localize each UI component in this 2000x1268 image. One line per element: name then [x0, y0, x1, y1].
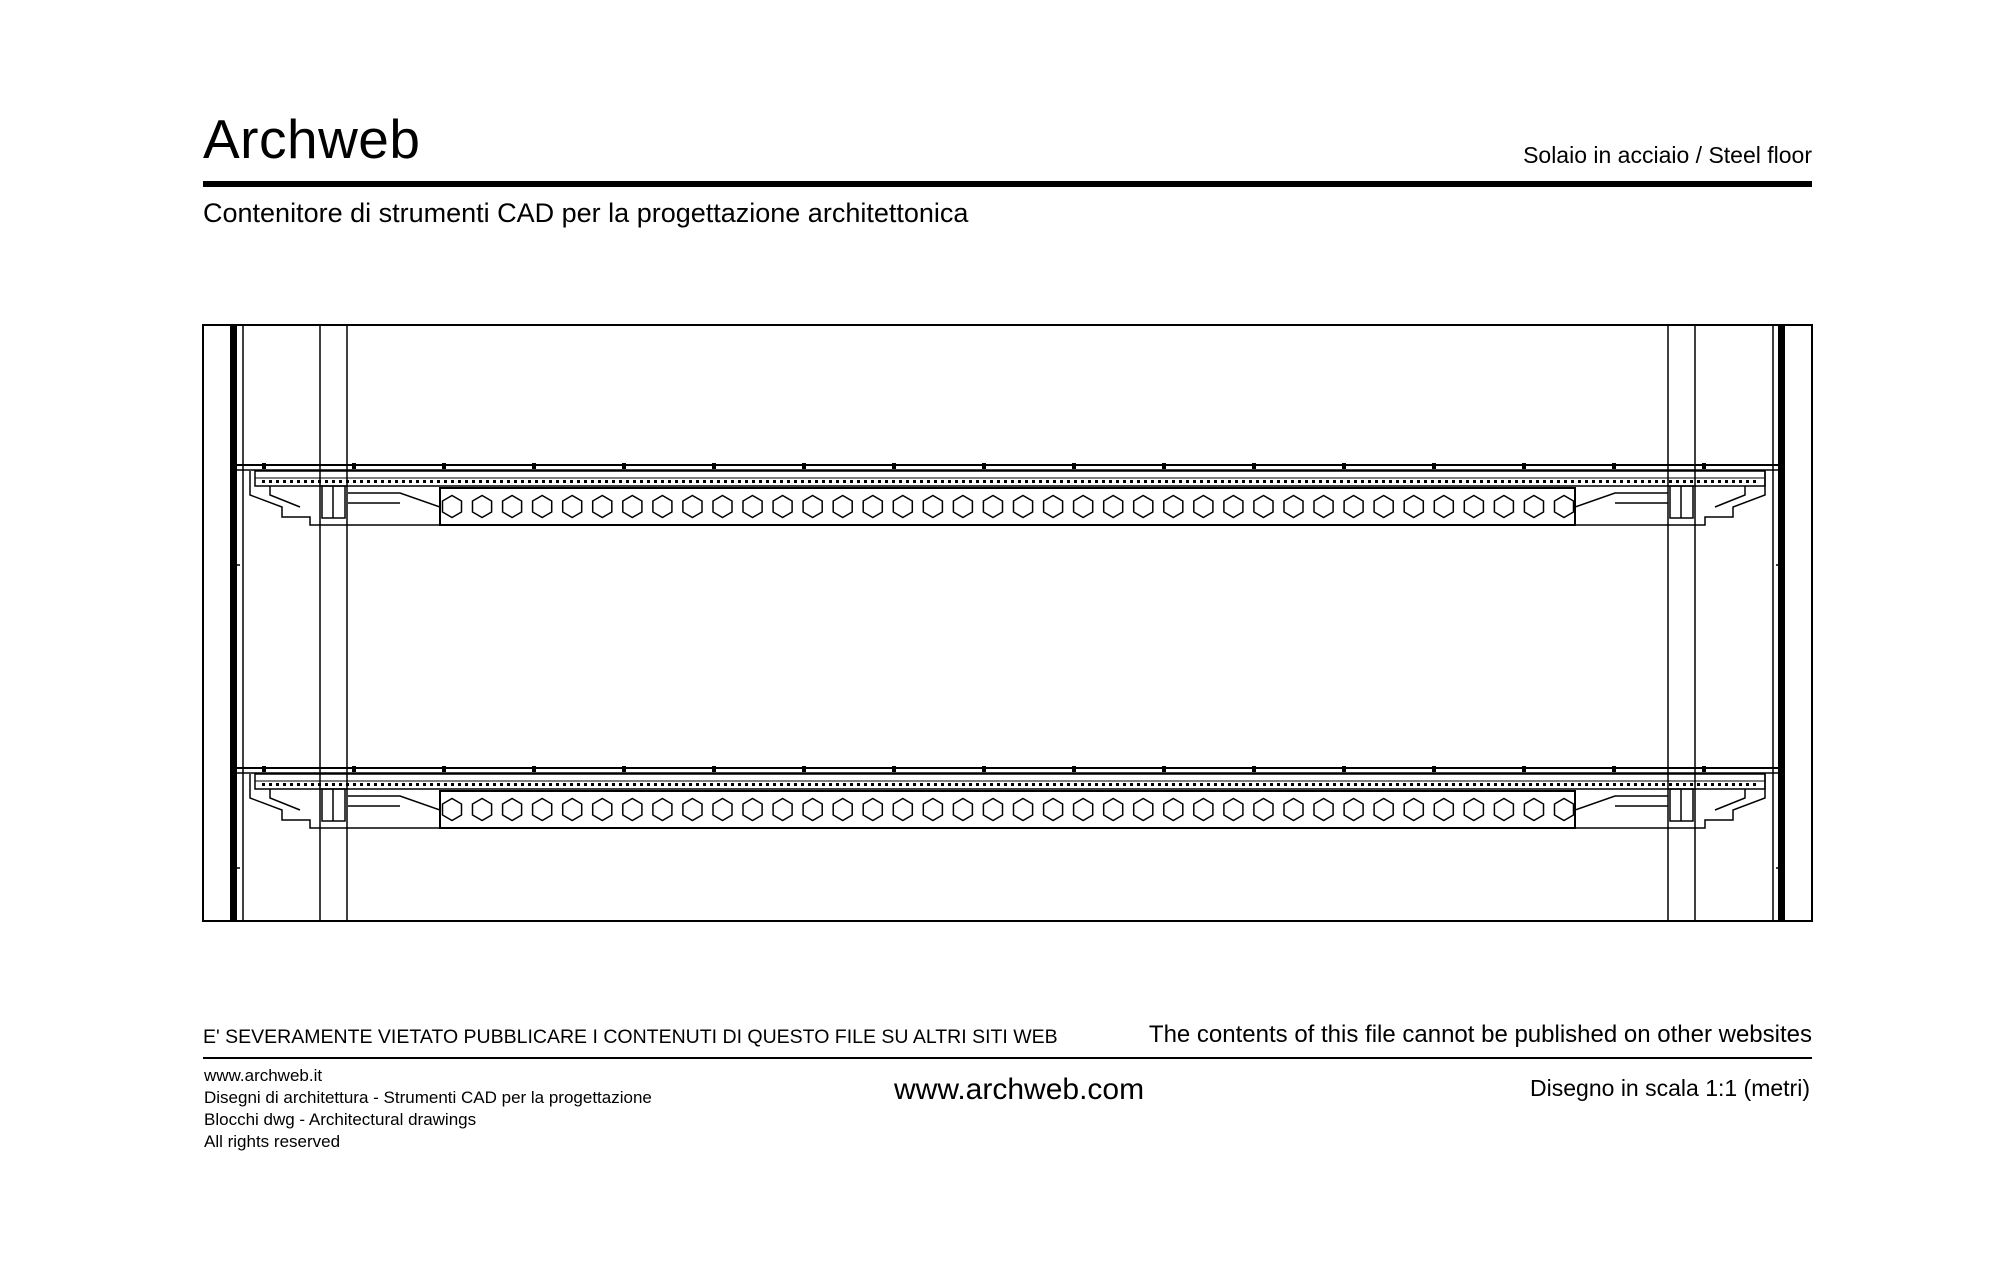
beam-opening [1314, 496, 1333, 518]
scale-note: Disegno in scala 1:1 (metri) [1530, 1075, 1810, 1101]
beam-opening [1134, 799, 1153, 821]
sheet-title: Solaio in acciaio / Steel floor [1523, 142, 1812, 168]
beam-opening [893, 799, 912, 821]
beam-opening [743, 799, 762, 821]
beam-opening [473, 799, 492, 821]
beam-opening [773, 799, 792, 821]
beam-opening [1014, 496, 1033, 518]
beam-opening [593, 799, 612, 821]
beam-opening [473, 496, 492, 518]
floor-assemblies [230, 463, 1785, 868]
beam-opening [1074, 496, 1093, 518]
beam-opening [1434, 496, 1453, 518]
warning-italian: E' SEVERAMENTE VIETATO PUBBLICARE I CONTENUTI DI QUESTO FILE SU ALTRI SITI WEB [203, 1026, 1058, 1048]
beam-opening [1555, 799, 1574, 821]
beam-opening [1524, 799, 1543, 821]
beam-opening [1104, 799, 1123, 821]
beam-opening [1464, 799, 1483, 821]
beam-opening [983, 799, 1002, 821]
floor-level-2 [230, 766, 1785, 868]
beam-opening [1194, 799, 1213, 821]
beam-opening [923, 496, 942, 518]
beam-opening [683, 496, 702, 518]
brand-logo: Archweb [203, 108, 421, 170]
beam-opening [1164, 799, 1183, 821]
beam-opening [1134, 496, 1153, 518]
beam-opening [443, 496, 462, 518]
info-line: Blocchi dwg - Architectural drawings [204, 1110, 477, 1129]
beam-opening [1074, 799, 1093, 821]
beam-opening [713, 799, 732, 821]
beam-opening [1344, 496, 1363, 518]
beam-opening [1284, 799, 1303, 821]
beam-opening [1014, 799, 1033, 821]
beam-opening [1254, 799, 1273, 821]
drawing-frame [203, 325, 1812, 921]
beam-opening [533, 496, 552, 518]
info-line: All rights reserved [204, 1132, 341, 1151]
beam-opening [1314, 799, 1333, 821]
beam-opening [1434, 799, 1453, 821]
beam-opening [563, 496, 582, 518]
beam-opening [923, 799, 942, 821]
beam-opening [803, 799, 822, 821]
beam-opening [773, 496, 792, 518]
beam-opening [1224, 496, 1243, 518]
floor-level-1 [230, 463, 1785, 565]
left-column [230, 326, 347, 920]
beam-opening [1555, 496, 1574, 518]
beam-opening [1104, 496, 1123, 518]
beam-opening [1404, 496, 1423, 518]
beam-opening [893, 496, 912, 518]
beam-opening [803, 496, 822, 518]
beam-opening [1464, 496, 1483, 518]
beam-opening [1494, 496, 1513, 518]
beam-opening [1374, 496, 1393, 518]
beam-opening [563, 799, 582, 821]
beam-opening [1284, 496, 1303, 518]
beam-opening [1044, 799, 1063, 821]
beam-opening [683, 799, 702, 821]
beam-opening [623, 496, 642, 518]
beam-opening [983, 496, 1002, 518]
right-column [1668, 326, 1785, 920]
beam-opening [1254, 496, 1273, 518]
beam-opening [1404, 799, 1423, 821]
beam-opening [863, 496, 882, 518]
subtitle: Contenitore di strumenti CAD per la progettazione architettonica [203, 198, 969, 228]
info-line: www.archweb.it [204, 1066, 323, 1085]
beam-opening [1524, 496, 1543, 518]
beam-opening [593, 496, 612, 518]
beam-opening [1494, 799, 1513, 821]
beam-opening [1164, 496, 1183, 518]
beam-opening [443, 799, 462, 821]
warning-english: The contents of this file cannot be published on other websites [1148, 1021, 1812, 1048]
beam-opening [953, 496, 972, 518]
beam-opening [1344, 799, 1363, 821]
info-line: Disegni di architettura - Strumenti CAD per la progettazione [204, 1088, 652, 1107]
beam-opening [1374, 799, 1393, 821]
beam-opening [1194, 496, 1213, 518]
beam-opening [863, 799, 882, 821]
beam-opening [1224, 799, 1243, 821]
beam-opening [833, 799, 852, 821]
beam-opening [1044, 496, 1063, 518]
beam-opening [743, 496, 762, 518]
beam-opening [953, 799, 972, 821]
beam-opening [503, 799, 522, 821]
beam-opening [653, 799, 672, 821]
beam-opening [533, 799, 552, 821]
footer-rule [203, 1057, 1812, 1059]
beam-opening [623, 799, 642, 821]
beam-opening [833, 496, 852, 518]
beam-opening [503, 496, 522, 518]
site-url: www.archweb.com [894, 1073, 1145, 1106]
beam-opening [653, 496, 672, 518]
beam-opening [713, 496, 732, 518]
